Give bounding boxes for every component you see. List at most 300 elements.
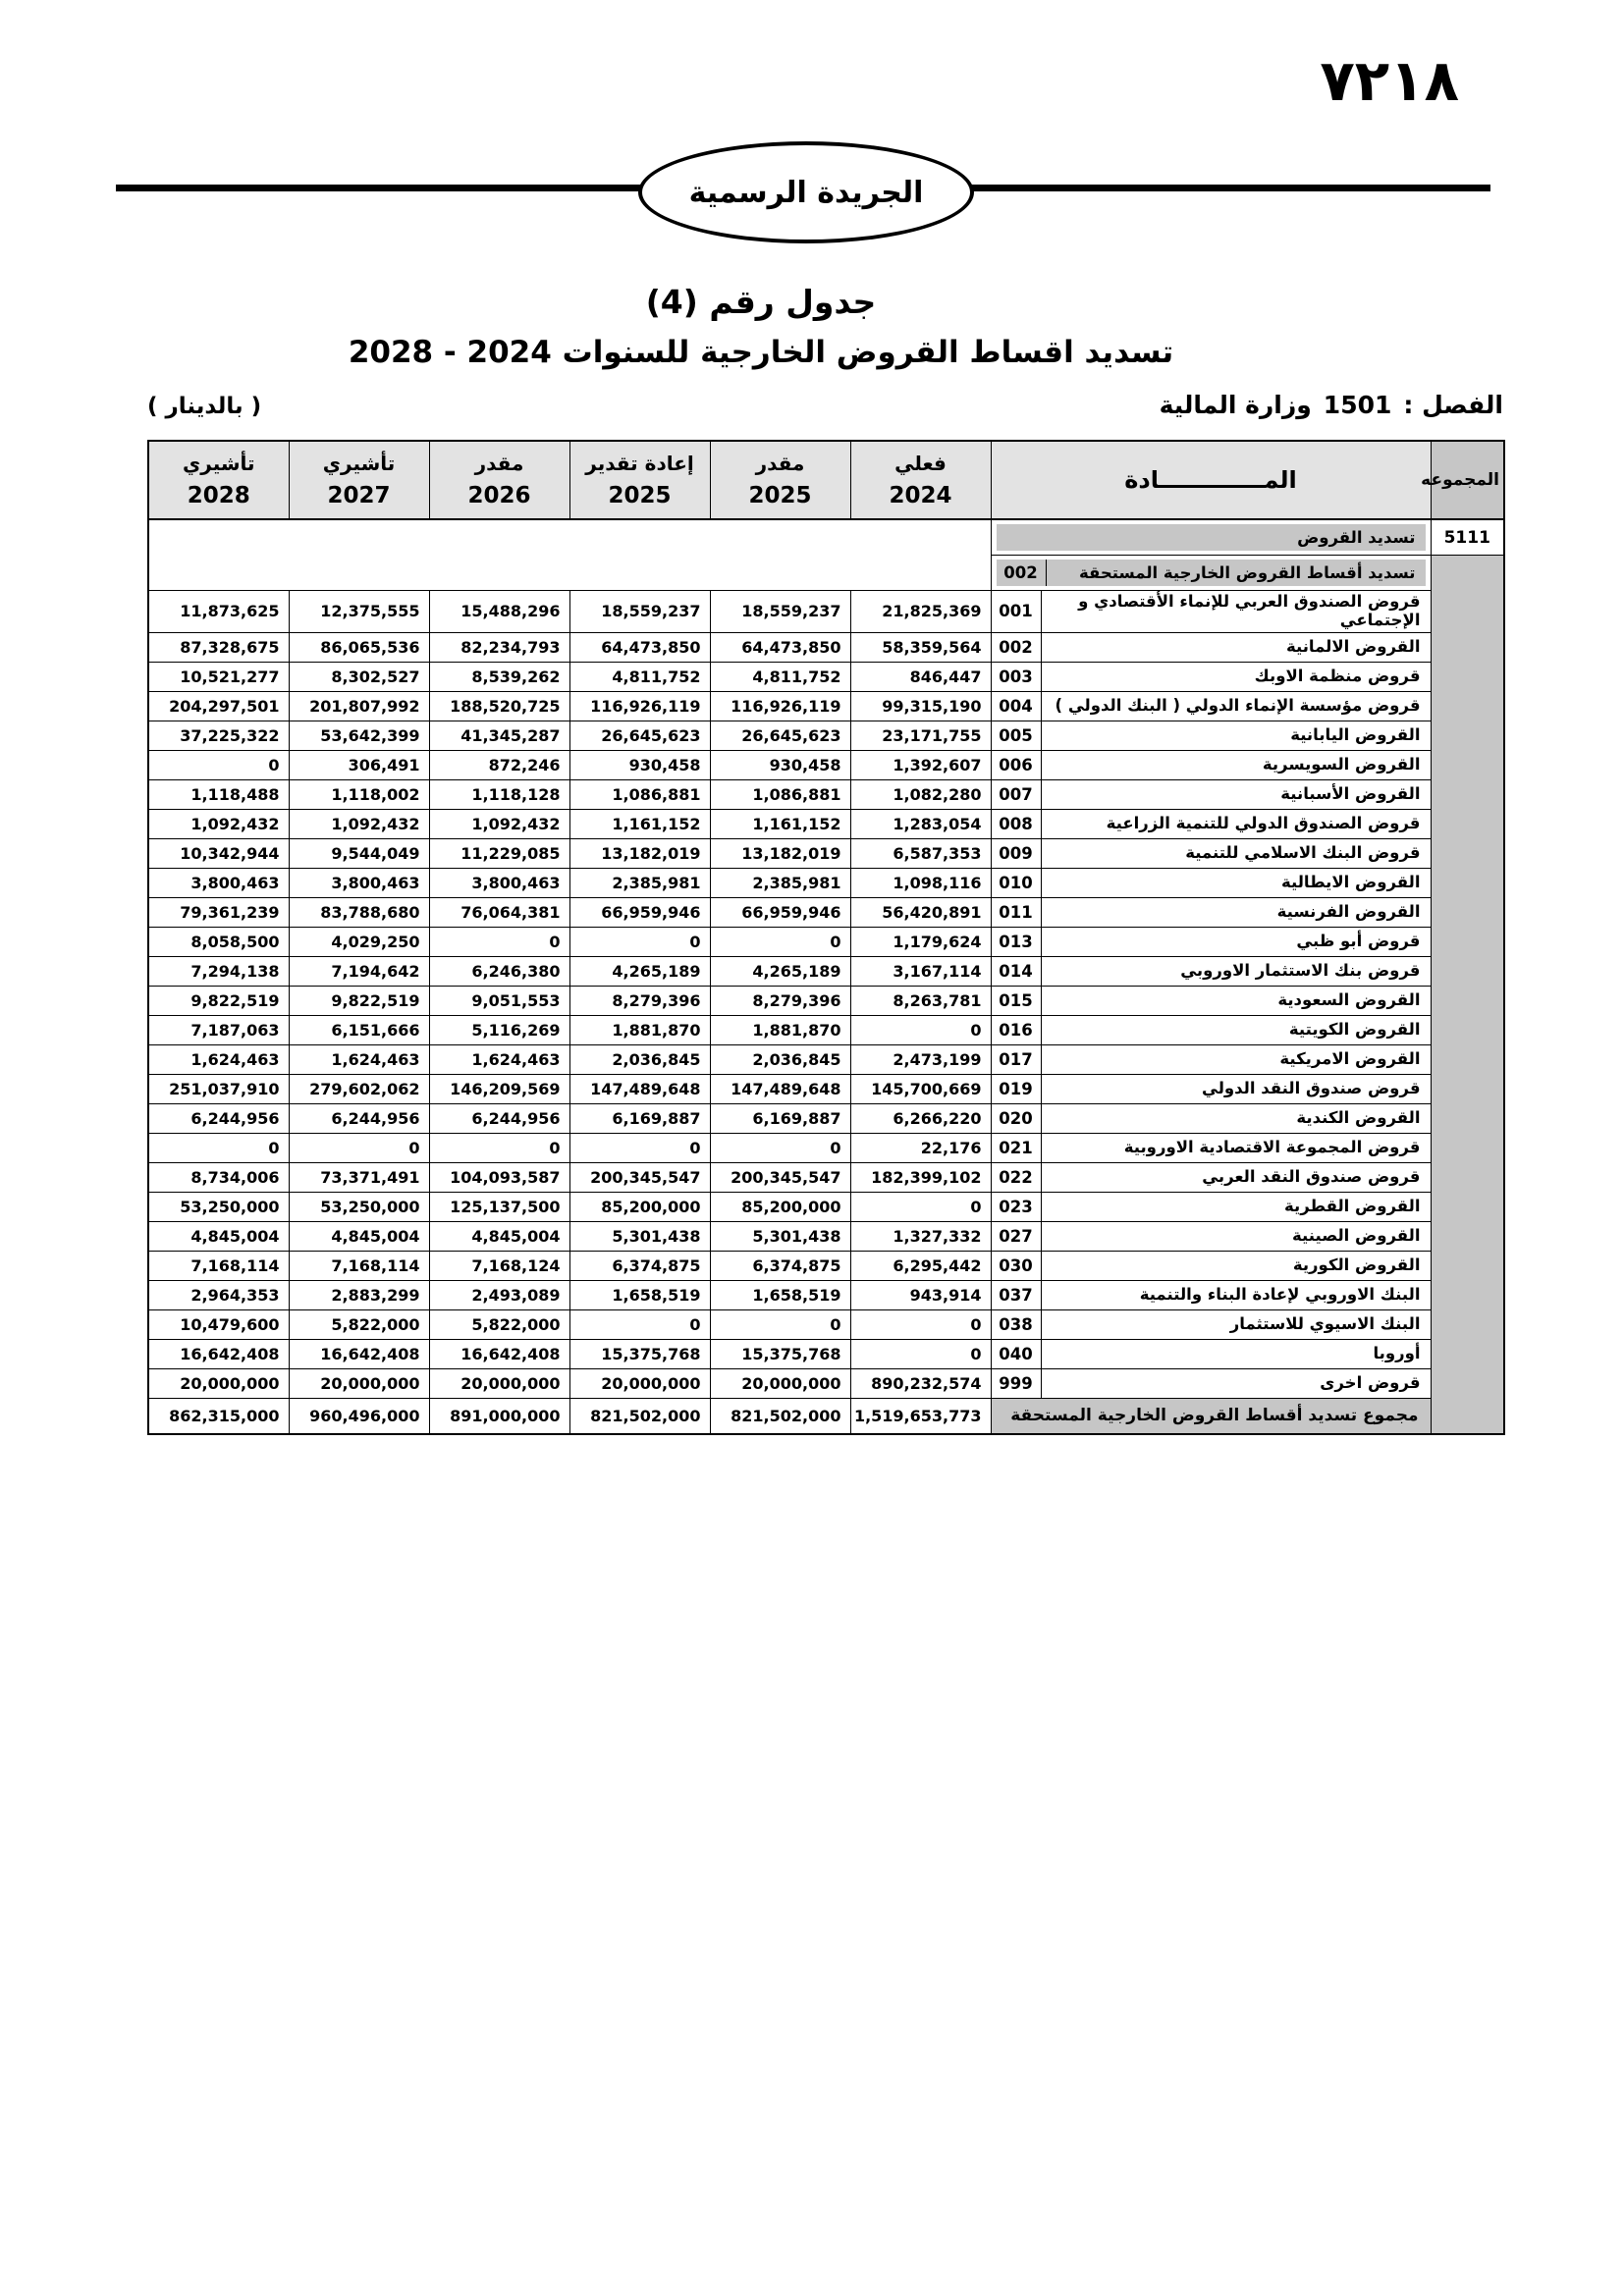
loan-item-cell: [991, 779, 1431, 809]
loan-code: 004: [992, 692, 1042, 721]
value-cell: 116,926,119: [569, 691, 710, 721]
table-row: [148, 927, 1504, 956]
loan-code: 013: [992, 928, 1042, 956]
table-row: [148, 721, 1504, 750]
loan-item-cell: [991, 591, 1431, 633]
value-cell: 7,168,124: [429, 1251, 569, 1280]
value-cell: 16,642,408: [429, 1339, 569, 1368]
loan-code: 003: [992, 663, 1042, 691]
loan-item-cell: [991, 927, 1431, 956]
loan-item-cell: [991, 721, 1431, 750]
column-header-2025-reestimated: [569, 441, 710, 519]
value-cell: 0: [710, 1133, 850, 1162]
value-cell: 2,385,981: [569, 868, 710, 897]
column-type-label: تأشيري: [182, 452, 255, 475]
loan-code: 007: [992, 780, 1042, 809]
value-cell: 2,036,845: [569, 1044, 710, 1074]
column-type-label: مقدر: [474, 452, 524, 475]
loan-code: 009: [992, 839, 1042, 868]
page-number: ٧٢١٨: [1320, 47, 1459, 114]
loan-item-cell: [991, 956, 1431, 986]
value-cell: 13,182,019: [710, 838, 850, 868]
loan-code: 037: [992, 1281, 1042, 1309]
loan-item-cell: [991, 1015, 1431, 1044]
value-cell: 104,093,587: [429, 1162, 569, 1192]
column-year: 2025: [608, 483, 672, 508]
loan-name: قروض مؤسسة الإنماء الدولي ( البنك الدولي ): [1055, 695, 1421, 715]
loan-name: أوروبا: [1373, 1343, 1421, 1362]
value-cell: 2,473,199: [850, 1044, 991, 1074]
loan-name: قروض الصندوق العربي للإنماء الأقتصادي و الإجتماعي: [1078, 592, 1421, 629]
value-cell: 15,488,296: [429, 591, 569, 633]
loan-code: 011: [992, 898, 1042, 927]
value-cell: 3,800,463: [289, 868, 429, 897]
value-cell: 182,399,102: [850, 1162, 991, 1192]
loan-name: البنك الاوروبي لإعادة البناء والتنمية: [1139, 1284, 1421, 1304]
value-cell: 1,327,332: [850, 1221, 991, 1251]
value-cell: 8,302,527: [289, 662, 429, 691]
column-year: 2026: [467, 483, 531, 508]
loan-item-cell: [991, 1309, 1431, 1339]
value-cell: 4,845,004: [429, 1221, 569, 1251]
column-header-2028-indicative: [148, 441, 289, 519]
table-header: [148, 441, 1504, 519]
table-row: [148, 986, 1504, 1015]
currency-note: ( بالدينار ): [147, 394, 262, 419]
value-cell: 6,151,666: [289, 1015, 429, 1044]
group-code-cell: 5111: [1431, 519, 1504, 556]
table-row: [148, 838, 1504, 868]
value-cell: 5,301,438: [710, 1221, 850, 1251]
value-cell: 0: [148, 1133, 289, 1162]
loan-item-cell: [991, 809, 1431, 838]
value-cell: 1,092,432: [289, 809, 429, 838]
value-cell: 20,000,000: [710, 1368, 850, 1398]
value-cell: 58,359,564: [850, 632, 991, 662]
column-header-2027-indicative: [289, 441, 429, 519]
value-cell: 1,118,128: [429, 779, 569, 809]
value-cell: 6,244,956: [148, 1103, 289, 1133]
subsection-title-cell: [991, 556, 1431, 591]
value-cell: 8,734,006: [148, 1162, 289, 1192]
table-row: [148, 662, 1504, 691]
section-title-cell: [991, 519, 1431, 556]
column-year: 2028: [187, 483, 250, 508]
value-cell: 872,246: [429, 750, 569, 779]
loan-name: القروض السعودية: [1277, 989, 1421, 1009]
loan-name: قروض منظمة الاوبك: [1254, 666, 1421, 685]
total-row: [148, 1398, 1504, 1434]
subsection-code: 002: [997, 560, 1047, 586]
table-row: [148, 1133, 1504, 1162]
gazette-seal: [638, 141, 974, 243]
value-cell: 99,315,190: [850, 691, 991, 721]
value-cell: 83,788,680: [289, 897, 429, 927]
value-cell: 23,171,755: [850, 721, 991, 750]
value-cell: 200,345,547: [569, 1162, 710, 1192]
table-number-title: جدول رقم (4): [645, 283, 877, 321]
value-cell: 10,342,944: [148, 838, 289, 868]
loan-item-cell: [991, 1044, 1431, 1074]
value-cell: 0: [850, 1192, 991, 1221]
value-cell: 4,265,189: [569, 956, 710, 986]
value-cell: 2,036,845: [710, 1044, 850, 1074]
value-cell: 4,811,752: [569, 662, 710, 691]
value-cell: 64,473,850: [710, 632, 850, 662]
value-cell: 1,161,152: [569, 809, 710, 838]
table-row: [148, 1309, 1504, 1339]
section-row: [148, 519, 1504, 556]
value-cell: 85,200,000: [710, 1192, 850, 1221]
group-column-header: المجموعه: [1431, 441, 1504, 519]
value-cell: 3,800,463: [148, 868, 289, 897]
loan-item-cell: [991, 838, 1431, 868]
loan-item-cell: [991, 1251, 1431, 1280]
value-cell: 4,845,004: [148, 1221, 289, 1251]
value-cell: 66,959,946: [569, 897, 710, 927]
loan-name: قروض الصندوق الدولي للتنمية الزراعية: [1106, 813, 1421, 832]
value-cell: 846,447: [850, 662, 991, 691]
loan-code: 005: [992, 721, 1042, 750]
value-cell: 79,361,239: [148, 897, 289, 927]
loan-code: 015: [992, 987, 1042, 1015]
value-cell: 204,297,501: [148, 691, 289, 721]
value-cell: 125,137,500: [429, 1192, 569, 1221]
value-cell: 1,624,463: [148, 1044, 289, 1074]
value-cell: 1,179,624: [850, 927, 991, 956]
value-cell: 85,200,000: [569, 1192, 710, 1221]
loan-name: قروض صندوق النقد الدولي: [1202, 1078, 1421, 1097]
loan-item-cell: [991, 986, 1431, 1015]
value-cell: 20,000,000: [569, 1368, 710, 1398]
item-column-header: المـــــــــــــادة: [991, 441, 1431, 519]
loan-item-cell: [991, 1221, 1431, 1251]
loan-name: قروض اخرى: [1320, 1372, 1421, 1392]
value-cell: 1,624,463: [429, 1044, 569, 1074]
value-cell: 26,645,623: [569, 721, 710, 750]
loan-code: 022: [992, 1163, 1042, 1192]
chapter-label: الفصل :: [1403, 391, 1503, 419]
value-cell: 1,283,054: [850, 809, 991, 838]
column-year: 2025: [748, 483, 812, 508]
value-cell: 9,822,519: [289, 986, 429, 1015]
loan-code: 017: [992, 1045, 1042, 1074]
table-row: [148, 1192, 1504, 1221]
table-row: [148, 1074, 1504, 1103]
value-cell: 6,169,887: [710, 1103, 850, 1133]
value-cell: 1,118,002: [289, 779, 429, 809]
loan-name: قروض بنك الاستثمار الاوروبي: [1180, 960, 1421, 980]
value-cell: 10,479,600: [148, 1309, 289, 1339]
value-cell: 12,375,555: [289, 591, 429, 633]
column-year: 2024: [889, 483, 952, 508]
value-cell: 18,559,237: [710, 591, 850, 633]
table-row: [148, 632, 1504, 662]
value-cell: 4,811,752: [710, 662, 850, 691]
loans-table-wrapper: [147, 440, 1503, 1435]
loan-code: 999: [992, 1369, 1042, 1398]
total-label-cell: مجموع تسديد أقساط القروض الخارجية المستحقة: [991, 1398, 1431, 1434]
subsection-band: [997, 560, 1426, 586]
value-cell: 9,544,049: [289, 838, 429, 868]
column-type-label: إعادة تقدير: [585, 452, 694, 475]
table-row: [148, 1162, 1504, 1192]
value-cell: 147,489,648: [710, 1074, 850, 1103]
loan-item-cell: [991, 1103, 1431, 1133]
value-cell: 20,000,000: [429, 1368, 569, 1398]
value-cell: 279,602,062: [289, 1074, 429, 1103]
total-value-cell: 821,502,000: [569, 1398, 710, 1434]
value-cell: 53,250,000: [148, 1192, 289, 1221]
value-cell: 6,374,875: [569, 1251, 710, 1280]
value-cell: 7,187,063: [148, 1015, 289, 1044]
subsection-name: تسديد أقساط القروض الخارجية المستحقة: [1078, 563, 1416, 582]
value-cell: 0: [569, 1309, 710, 1339]
value-cell: 0: [429, 927, 569, 956]
value-cell: 6,244,956: [429, 1103, 569, 1133]
table-title: تسديد اقساط القروض الخارجية للسنوات 2024 - 2028: [348, 335, 1174, 370]
loan-item-cell: [991, 1368, 1431, 1398]
value-cell: 86,065,536: [289, 632, 429, 662]
loan-item-cell: [991, 1280, 1431, 1309]
value-cell: 0: [850, 1015, 991, 1044]
table-row: [148, 591, 1504, 633]
loan-code: 020: [992, 1104, 1042, 1133]
loan-code: 038: [992, 1310, 1042, 1339]
section-title-band: [997, 524, 1426, 551]
title-block: [133, 283, 1389, 370]
loan-item-cell: [991, 750, 1431, 779]
value-cell: 930,458: [710, 750, 850, 779]
value-cell: 21,825,369: [850, 591, 991, 633]
value-cell: 146,209,569: [429, 1074, 569, 1103]
table-row: [148, 1015, 1504, 1044]
value-cell: 15,375,768: [569, 1339, 710, 1368]
loan-item-cell: [991, 1192, 1431, 1221]
group-column-strip: [1431, 556, 1504, 1434]
value-cell: 1,086,881: [569, 779, 710, 809]
value-cell: 2,883,299: [289, 1280, 429, 1309]
loan-code: 027: [992, 1222, 1042, 1251]
table-row: [148, 779, 1504, 809]
loan-name: القروض الفرنسية: [1276, 901, 1421, 921]
value-cell: 4,265,189: [710, 956, 850, 986]
value-cell: 201,807,992: [289, 691, 429, 721]
value-cell: 7,294,138: [148, 956, 289, 986]
loan-code: 014: [992, 957, 1042, 986]
value-cell: 0: [148, 750, 289, 779]
chapter-number: 1501: [1323, 391, 1392, 419]
value-cell: 1,098,116: [850, 868, 991, 897]
loan-name: القروض الصينية: [1291, 1225, 1421, 1245]
table-row: [148, 1280, 1504, 1309]
value-cell: 7,168,114: [289, 1251, 429, 1280]
total-value-cell: 960,496,000: [289, 1398, 429, 1434]
value-cell: 5,301,438: [569, 1221, 710, 1251]
table-row: [148, 1251, 1504, 1280]
loan-item-cell: [991, 868, 1431, 897]
value-cell: 20,000,000: [289, 1368, 429, 1398]
value-cell: 5,116,269: [429, 1015, 569, 1044]
total-value-cell: 1,519,653,773: [850, 1398, 991, 1434]
loan-name: قروض البنك الاسلامي للتنمية: [1185, 842, 1421, 862]
value-cell: 1,658,519: [569, 1280, 710, 1309]
loan-item-cell: [991, 662, 1431, 691]
value-cell: 64,473,850: [569, 632, 710, 662]
chapter-line: [1160, 391, 1503, 419]
loan-code: 010: [992, 869, 1042, 897]
value-cell: 0: [850, 1339, 991, 1368]
value-cell: 10,521,277: [148, 662, 289, 691]
loan-code: 019: [992, 1075, 1042, 1103]
loan-code: 023: [992, 1193, 1042, 1221]
value-cell: 306,491: [289, 750, 429, 779]
value-cell: 37,225,322: [148, 721, 289, 750]
loan-code: 021: [992, 1134, 1042, 1162]
value-cell: 188,520,725: [429, 691, 569, 721]
value-cell: 200,345,547: [710, 1162, 850, 1192]
value-cell: 0: [289, 1133, 429, 1162]
value-cell: 147,489,648: [569, 1074, 710, 1103]
loan-code: 030: [992, 1252, 1042, 1280]
chapter-ministry: وزارة المالية: [1159, 391, 1312, 419]
value-cell: 1,086,881: [710, 779, 850, 809]
loan-item-cell: [991, 632, 1431, 662]
loan-item-cell: [991, 1133, 1431, 1162]
value-cell: 13,182,019: [569, 838, 710, 868]
value-cell: 7,194,642: [289, 956, 429, 986]
table-row: [148, 691, 1504, 721]
value-cell: 1,161,152: [710, 809, 850, 838]
value-cell: 8,279,396: [710, 986, 850, 1015]
value-cell: 251,037,910: [148, 1074, 289, 1103]
value-cell: 11,229,085: [429, 838, 569, 868]
meta-row: [147, 391, 1503, 419]
value-cell: 1,092,432: [148, 809, 289, 838]
loan-code: 016: [992, 1016, 1042, 1044]
empty-values-area: [148, 519, 991, 591]
value-cell: 1,658,519: [710, 1280, 850, 1309]
value-cell: 0: [710, 1309, 850, 1339]
table-row: [148, 750, 1504, 779]
table-row: [148, 897, 1504, 927]
column-header-2024-actual: [850, 441, 991, 519]
value-cell: 8,263,781: [850, 986, 991, 1015]
value-cell: 7,168,114: [148, 1251, 289, 1280]
loan-name: القروض الكندية: [1296, 1107, 1421, 1127]
value-cell: 890,232,574: [850, 1368, 991, 1398]
value-cell: 6,374,875: [710, 1251, 850, 1280]
value-cell: 20,000,000: [148, 1368, 289, 1398]
value-cell: 8,279,396: [569, 986, 710, 1015]
loan-name: القروض الكويتية: [1288, 1019, 1421, 1039]
value-cell: 66,959,946: [710, 897, 850, 927]
value-cell: 1,118,488: [148, 779, 289, 809]
table-row: [148, 1339, 1504, 1368]
value-cell: 8,539,262: [429, 662, 569, 691]
value-cell: 8,058,500: [148, 927, 289, 956]
loan-item-cell: [991, 1339, 1431, 1368]
loan-name: قروض المجموعة الاقتصادية الاوروبية: [1123, 1137, 1421, 1156]
value-cell: 1,082,280: [850, 779, 991, 809]
value-cell: 2,385,981: [710, 868, 850, 897]
column-header-2025-estimated: [710, 441, 850, 519]
value-cell: 943,914: [850, 1280, 991, 1309]
column-header-2026-estimated: [429, 441, 569, 519]
table-row: [148, 868, 1504, 897]
column-type-label: مقدر: [755, 452, 805, 475]
value-cell: 145,700,669: [850, 1074, 991, 1103]
loan-item-cell: [991, 1074, 1431, 1103]
value-cell: 1,092,432: [429, 809, 569, 838]
loan-item-cell: [991, 1162, 1431, 1192]
value-cell: 53,250,000: [289, 1192, 429, 1221]
loan-name: القروض اليابانية: [1290, 724, 1421, 744]
total-value-cell: 862,315,000: [148, 1398, 289, 1434]
value-cell: 5,822,000: [289, 1309, 429, 1339]
value-cell: 56,420,891: [850, 897, 991, 927]
loan-name: القروض السويسرية: [1262, 754, 1421, 774]
loan-name: قروض صندوق النقد العربي: [1202, 1166, 1421, 1186]
table-row: [148, 1221, 1504, 1251]
value-cell: 6,169,887: [569, 1103, 710, 1133]
value-cell: 930,458: [569, 750, 710, 779]
value-cell: 16,642,408: [148, 1339, 289, 1368]
value-cell: 0: [569, 927, 710, 956]
value-cell: 0: [850, 1309, 991, 1339]
value-cell: 26,645,623: [710, 721, 850, 750]
table-row: [148, 1368, 1504, 1398]
value-cell: 1,881,870: [569, 1015, 710, 1044]
value-cell: 53,642,399: [289, 721, 429, 750]
value-cell: 87,328,675: [148, 632, 289, 662]
value-cell: 0: [710, 927, 850, 956]
loan-code: 006: [992, 751, 1042, 779]
value-cell: 16,642,408: [289, 1339, 429, 1368]
value-cell: 6,266,220: [850, 1103, 991, 1133]
value-cell: 41,345,287: [429, 721, 569, 750]
loan-name: القروض الالمانية: [1285, 636, 1421, 656]
value-cell: 4,029,250: [289, 927, 429, 956]
value-cell: 0: [429, 1133, 569, 1162]
loan-name: البنك الاسيوي للاستثمار: [1229, 1313, 1421, 1333]
loan-name: القروض الامريكية: [1279, 1048, 1421, 1068]
total-value-cell: 821,502,000: [710, 1398, 850, 1434]
gazette-title: الجريدة الرسمية: [688, 175, 924, 210]
loan-item-cell: [991, 897, 1431, 927]
value-cell: 18,559,237: [569, 591, 710, 633]
loans-table: [147, 440, 1505, 1435]
value-cell: 6,246,380: [429, 956, 569, 986]
value-cell: 11,873,625: [148, 591, 289, 633]
value-cell: 9,051,553: [429, 986, 569, 1015]
loan-name: قروض أبو ظبي: [1296, 931, 1421, 950]
value-cell: 15,375,768: [710, 1339, 850, 1368]
loan-name: القروض الأسبانية: [1280, 783, 1421, 803]
loan-code: 002: [992, 633, 1042, 662]
value-cell: 2,493,089: [429, 1280, 569, 1309]
value-cell: 6,587,353: [850, 838, 991, 868]
table-row: [148, 956, 1504, 986]
value-cell: 73,371,491: [289, 1162, 429, 1192]
value-cell: 82,234,793: [429, 632, 569, 662]
table-row: [148, 1044, 1504, 1074]
value-cell: 2,964,353: [148, 1280, 289, 1309]
total-value-cell: 891,000,000: [429, 1398, 569, 1434]
value-cell: 9,822,519: [148, 986, 289, 1015]
column-year: 2027: [327, 483, 391, 508]
value-cell: 1,881,870: [710, 1015, 850, 1044]
